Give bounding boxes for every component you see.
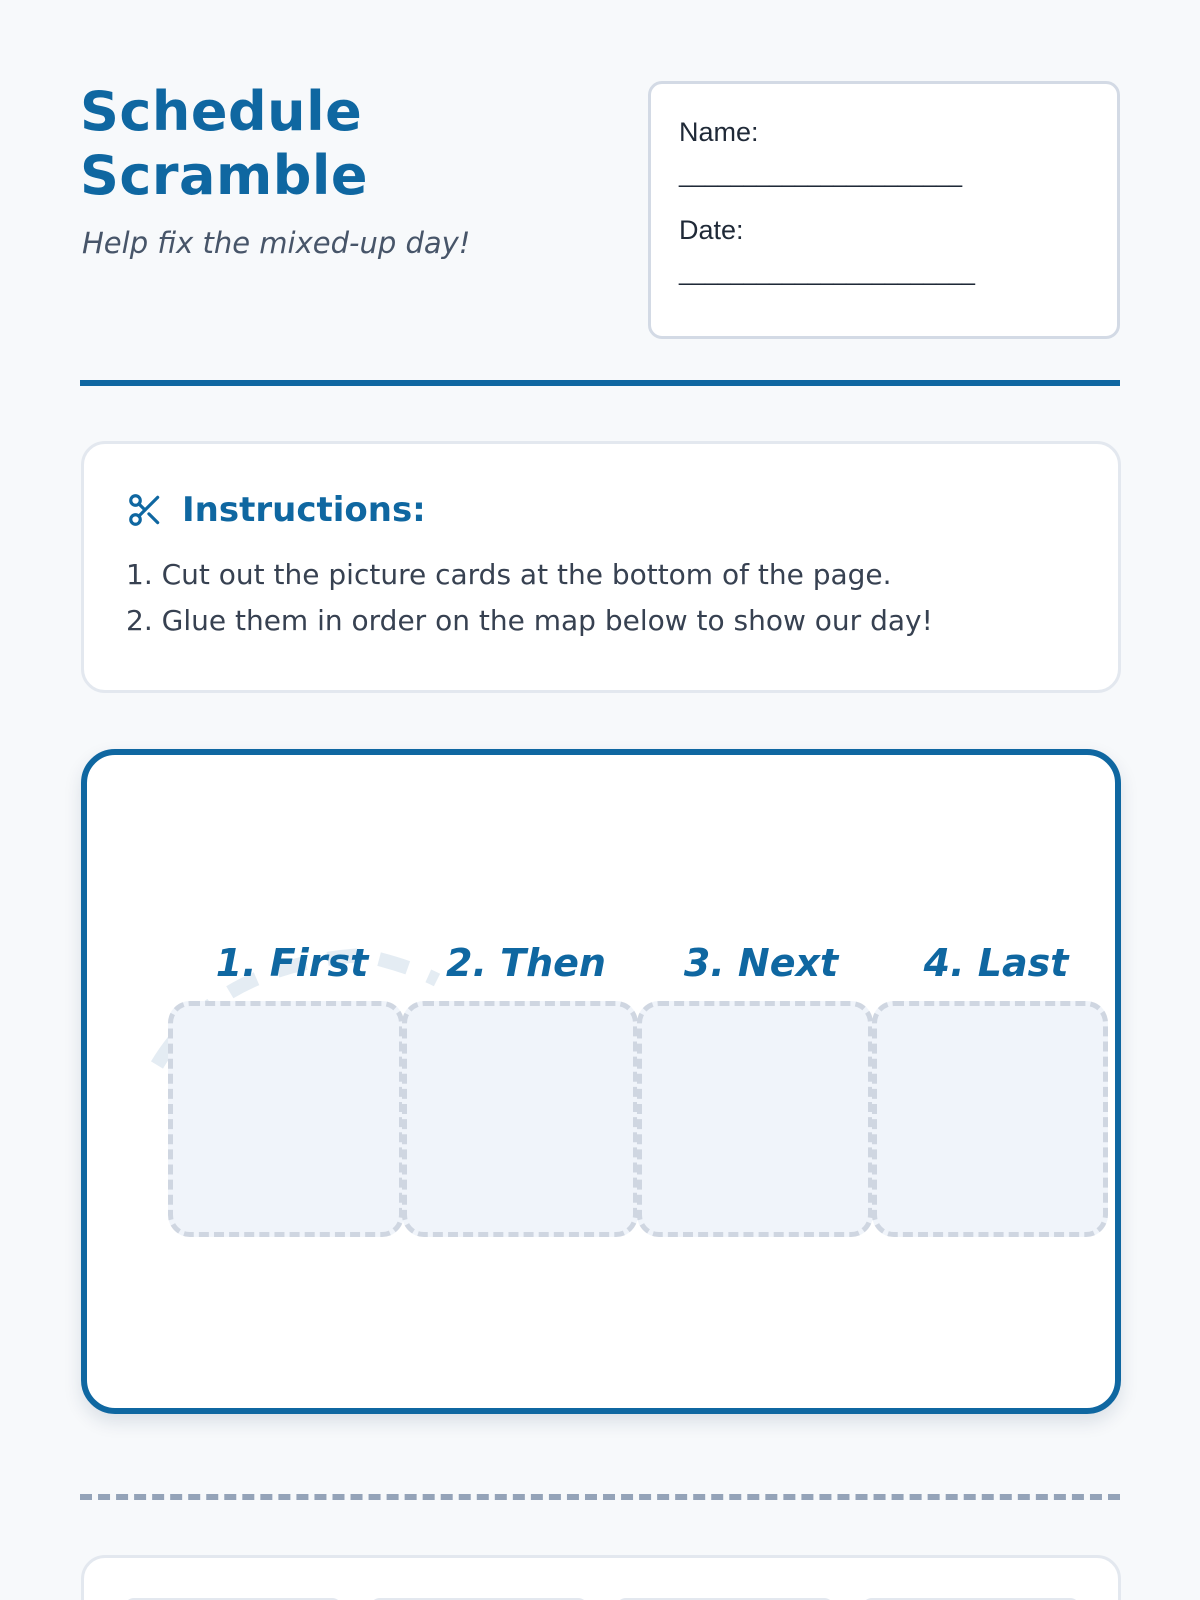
step-label-last: 4. Last: [923, 941, 1069, 985]
instructions-steps: [126, 552, 1118, 644]
schedule-map: [81, 749, 1121, 1414]
card-slot-2[interactable]: [402, 1001, 638, 1237]
instruction-step-2: 2. Glue them in order on the map below to show our day!: [126, 604, 933, 637]
name-field[interactable]: ______________________: [679, 161, 962, 188]
title-line-1: Schedule: [80, 80, 363, 143]
title-line-2: Scramble: [80, 144, 369, 207]
cut-line: [80, 1494, 1120, 1500]
instructions-panel: [81, 441, 1121, 693]
page-subtitle: Help fix the mixed-up day!: [82, 226, 471, 260]
instruction-step-1: 1. Cut out the picture cards at the bottom of the page.: [126, 558, 892, 591]
page-title: [80, 80, 620, 208]
date-label: Date:: [679, 215, 744, 245]
picture-cards-area: [81, 1555, 1121, 1600]
card-slot-3[interactable]: [637, 1001, 873, 1237]
instructions-title: Instructions:: [182, 490, 426, 530]
name-date-box: [648, 81, 1120, 339]
header-divider: [80, 380, 1120, 386]
name-label: Name:: [679, 117, 759, 147]
step-label-then: 2. Then: [446, 941, 606, 985]
scissors-icon: [126, 491, 164, 529]
date-field[interactable]: _______________________: [679, 259, 975, 286]
step-label-next: 3. Next: [683, 941, 839, 985]
card-slot-1[interactable]: [168, 1001, 404, 1237]
card-slot-4[interactable]: [872, 1001, 1108, 1237]
instructions-heading: [126, 488, 1118, 532]
step-label-first: 1. First: [215, 941, 369, 985]
header: [80, 80, 620, 260]
